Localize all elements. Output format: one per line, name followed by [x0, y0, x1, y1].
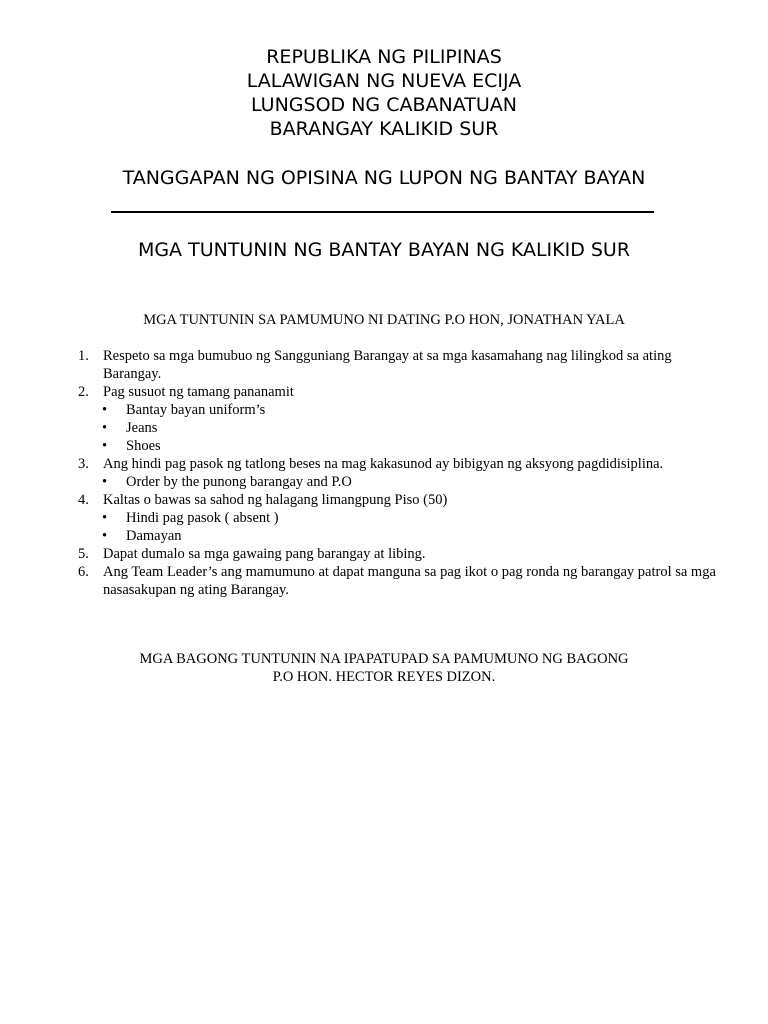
rule-subitem-text: Shoes — [126, 438, 161, 454]
bullet-icon: • — [102, 528, 108, 544]
rule-subitem — [58, 419, 718, 437]
rule-item — [58, 347, 718, 383]
rule-number: 2. — [78, 384, 89, 400]
bullet-icon: • — [102, 402, 108, 418]
rule-subitem — [58, 509, 718, 527]
rule-item — [58, 491, 718, 509]
rule-item — [58, 455, 718, 473]
section2-heading — [0, 650, 768, 686]
rule-subitem-text: Hindi pag pasok ( absent ) — [126, 510, 279, 526]
rule-number: 6. — [78, 564, 89, 580]
letterhead-line-province: LALAWIGAN NG NUEVA ECIJA — [246, 70, 522, 92]
section2-heading-line1: MGA BAGONG TUNTUNIN NA IPAPATUPAD SA PAMUMUNO NG BAGONG — [139, 651, 629, 667]
bullet-icon: • — [102, 474, 108, 490]
rule-subitem — [58, 473, 718, 491]
rule-subitem — [58, 401, 718, 419]
rule-text: Kaltas o bawas sa sahod ng halagang limangpung Piso (50) — [103, 492, 448, 508]
section2-heading-line2: P.O HON. HECTOR REYES DIZON. — [272, 669, 496, 685]
bullet-icon: • — [102, 420, 108, 436]
bullet-icon: • — [102, 510, 108, 526]
letterhead — [0, 45, 768, 141]
rule-item — [58, 563, 718, 599]
letterhead-line-republic: REPUBLIKA NG PILIPINAS — [266, 46, 502, 68]
rule-subitem-text: Order by the punong barangay and P.O — [126, 474, 352, 490]
document-title: MGA TUNTUNIN NG BANTAY BAYAN NG KALIKID SUR — [137, 239, 631, 261]
letterhead-line-barangay: BARANGAY KALIKID SUR — [269, 118, 499, 140]
rule-subitem-text: Jeans — [126, 420, 158, 436]
rule-text: Ang hindi pag pasok ng tatlong beses na mag kakasunod ay bibigyan ng aksyong pagdidisiplina. — [103, 456, 664, 472]
rule-subitem-text: Damayan — [126, 528, 182, 544]
rule-text: Ang Team Leader’s ang mamumuno at dapat manguna sa pag ikot o pag ronda ng barangay patrol sa mga nasasakupan ng ating Barangay. — [103, 564, 716, 598]
rule-number: 3. — [78, 456, 89, 472]
header-divider — [111, 211, 654, 213]
rule-text: Respeto sa mga bumubuo ng Sangguniang Barangay at sa mga kasamahang nag lilingkod sa ating Barangay. — [103, 348, 672, 382]
rules-list — [58, 347, 718, 599]
rule-number: 4. — [78, 492, 89, 508]
rule-subitem — [58, 527, 718, 545]
rule-item — [58, 545, 718, 563]
letterhead-line-city: LUNGSOD NG CABANATUAN — [251, 94, 517, 116]
rule-subitem — [58, 437, 718, 455]
rule-text: Pag susuot ng tamang pananamit — [103, 384, 294, 400]
office-title: TANGGAPAN NG OPISINA NG LUPON NG BANTAY BAYAN — [122, 167, 646, 189]
rule-subitem-text: Bantay bayan uniform’s — [126, 402, 266, 418]
rule-number: 5. — [78, 546, 89, 562]
bullet-icon: • — [102, 438, 108, 454]
section1-heading: MGA TUNTUNIN SA PAMUMUNO NI DATING P.O HON, JONATHAN YALA — [143, 312, 625, 328]
rule-item — [58, 383, 718, 401]
rule-text: Dapat dumalo sa mga gawaing pang barangay at libing. — [103, 546, 426, 562]
rule-number: 1. — [78, 348, 89, 364]
